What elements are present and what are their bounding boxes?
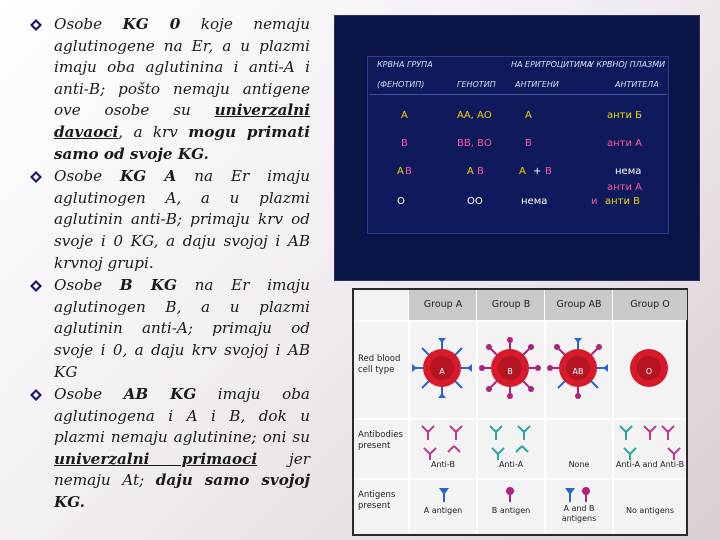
row-ab-genotype-b: В xyxy=(477,166,484,177)
col-head-group-a: Group A xyxy=(408,290,477,320)
bullet-text-run: , a krv xyxy=(118,122,189,141)
a-and-b-antigens-icon xyxy=(562,486,594,502)
diamond-bullet-icon xyxy=(30,280,42,292)
col-head-group-ab: Group AB xyxy=(544,290,613,320)
b-antigen-icon xyxy=(502,486,518,502)
col-head-group-o: Group O xyxy=(612,290,687,320)
row-b-antigen: В xyxy=(525,138,532,149)
row-o-group: О xyxy=(397,196,405,207)
antibody-label-anti-b: Anti-B xyxy=(431,460,455,469)
antibody-label-anti-a-and-anti-b: Anti-A and Anti-B xyxy=(615,460,685,469)
row-b-genotype: ВВ, ВО xyxy=(457,138,492,149)
blood-group-table xyxy=(334,15,700,281)
header-phenotype: (ФЕНОТИП) xyxy=(377,80,425,89)
row-ab-antibody: нема xyxy=(615,166,642,177)
bullet-text-run: KG 0 xyxy=(122,15,181,33)
row-ab-antigen-a: А xyxy=(519,166,526,177)
bullet-text-run: AB KG xyxy=(123,385,197,404)
header-antibodies: АНТИТЕЛА xyxy=(615,80,659,89)
anti-a-antibody-icon xyxy=(482,424,538,460)
bullet-text-run: na Er imaju aglutinogen B, a u plazmi aglutinin anti-A; primaju od svoje i 0, a daju krv svojoj i AB KG xyxy=(54,276,310,381)
bullet-text-run: koje nemaju aglutinogene na Er, a u plazmi imaju oba aglutinina i anti-A i anti-B; pošto nemaju antigene ove osobe su xyxy=(54,15,311,120)
row-ab-genotype-a: А xyxy=(467,166,474,177)
bullet-text-run: daju samo svojoj KG. xyxy=(54,471,310,512)
row-label-antigens: Antigens present xyxy=(358,490,396,511)
row-ab-group-a: А xyxy=(397,166,404,177)
antibody-label-anti-a: Anti-A xyxy=(498,460,524,469)
header-antigens: АНТИГЕНИ xyxy=(515,80,559,89)
antigen-label-b: B antigen xyxy=(491,506,531,515)
bullet-item xyxy=(30,14,310,165)
header-on-erythrocytes: НА ЕРИТРОЦИТИМА xyxy=(511,60,593,69)
diamond-bullet-icon xyxy=(30,19,42,31)
row-separator xyxy=(354,478,686,480)
antigen-label-a-and-b: A and B antigens xyxy=(561,504,597,523)
row-a-antigen: А xyxy=(525,110,532,121)
cell-letter-o: O xyxy=(645,367,653,376)
bullet-text xyxy=(54,15,310,163)
col-head-group-b: Group B xyxy=(476,290,545,320)
bullet-text xyxy=(54,167,310,271)
a-antigen-icon xyxy=(436,486,452,502)
row-a-antibody: анти Б xyxy=(607,110,643,121)
row-b-group: В xyxy=(401,138,408,149)
bullet-text-run: imaju oba aglutinogena i A i B, dok u plazmi nemaju aglutinine; oni su xyxy=(54,385,310,447)
row-o-antigen: нема xyxy=(521,196,548,207)
row-o-genotype: ОО xyxy=(467,196,483,207)
cell-letter-ab: AB xyxy=(572,367,584,376)
bullet-text-run: univerzalni primaoci xyxy=(54,449,258,468)
col-separator xyxy=(612,320,614,534)
bullet-text-run: univerzalni davaoci xyxy=(54,101,310,141)
bullet-text xyxy=(54,276,310,380)
bullet-text-run: na Er imaju aglutinogen A, a u plazmi aglutinin anti-B; primaju krv od svoje i 0 KG, a daju svojoj i AB krvnoj grupi. xyxy=(54,167,310,272)
bullet-item xyxy=(30,275,310,383)
blood-type-diagram xyxy=(352,288,688,536)
row-a-group: А xyxy=(401,110,408,121)
table-divider xyxy=(369,94,667,95)
bullet-text-run: jer nemaju At; xyxy=(54,449,310,490)
row-ab-antigen-b: В xyxy=(545,166,552,177)
bullet-text-run: B KG xyxy=(119,276,177,295)
header-genotype: ГЕНОТИП xyxy=(457,80,496,89)
diamond-bullet-icon xyxy=(30,171,42,183)
header-in-plasma: У КРВНОЈ ПЛАЗМИ xyxy=(589,60,666,69)
row-b-antibody: анти А xyxy=(607,138,643,149)
row-ab-antigen-plus: + xyxy=(533,166,542,177)
row-a-genotype: АА, АО xyxy=(457,110,492,121)
anti-a-and-anti-b-antibody-icon xyxy=(616,424,682,460)
bullet-list xyxy=(30,14,310,515)
row-separator xyxy=(354,418,686,420)
bullet-text-run: Osobe xyxy=(54,167,120,186)
bullet-text-run: Osobe xyxy=(54,276,120,295)
row-separator xyxy=(354,320,686,322)
row-o-antibody-2: анти В xyxy=(605,196,641,207)
anti-b-antibody-icon xyxy=(414,424,470,460)
row-o-antibody-1: анти А xyxy=(607,182,643,193)
row-label-antibodies: Antibodies present xyxy=(358,430,403,451)
row-label-red-blood-cell: Red blood cell type xyxy=(358,354,401,375)
bullet-item xyxy=(30,384,310,514)
bullet-item xyxy=(30,166,310,274)
antibody-label-none: None xyxy=(568,460,590,469)
cell-letter-a: A xyxy=(439,367,445,376)
diamond-bullet-icon xyxy=(30,389,42,401)
cell-letter-b: B xyxy=(507,367,513,376)
antigen-label-none: No antigens xyxy=(626,506,674,515)
bullet-text-run: Osobe xyxy=(54,385,124,404)
header-blood-group: КРВНА ГРУПА xyxy=(377,60,433,69)
bullet-text-run: mogu primati samo od svoje KG. xyxy=(54,122,310,163)
bullet-text-run: KG A xyxy=(120,167,177,186)
bullet-text-run: Osobe xyxy=(54,15,123,33)
row-o-antibody-and: и xyxy=(591,196,598,207)
bullet-text xyxy=(54,385,310,511)
antigen-label-a: A antigen xyxy=(423,506,463,515)
row-ab-group-b: В xyxy=(405,166,412,177)
